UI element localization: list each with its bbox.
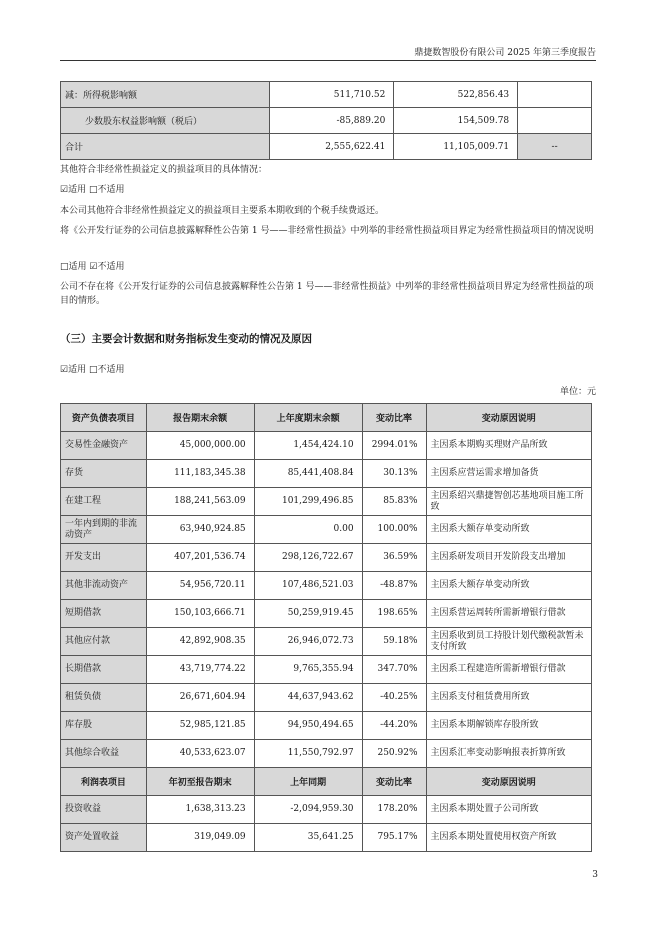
applicable-checkbox-icon: ☑ (60, 365, 69, 375)
table-row (61, 108, 592, 134)
table-row (61, 516, 592, 544)
prior-value: 50,259,919.45 (254, 600, 362, 628)
prior-value: 94,950,494.65 (254, 712, 362, 740)
column-header: 报告期末余额 (146, 404, 254, 432)
change-ratio: 59.18% (362, 628, 426, 656)
change-ratio: 100.00% (362, 516, 426, 544)
note (518, 82, 592, 108)
period-end-value: 63,940,924.85 (146, 516, 254, 544)
prior-value: 26,946,072.73 (254, 628, 362, 656)
change-ratio: 36.59% (362, 544, 426, 572)
current-value: -85,889.20 (270, 108, 394, 134)
not-applicable-checkbox-icon: □ (88, 365, 98, 375)
item-name: 资产处置收益 (61, 824, 147, 852)
column-header: 变动原因说明 (426, 404, 591, 432)
change-reason: 主因系本期购买理财产品所致 (426, 432, 591, 460)
column-header: 上年度期末余额 (254, 404, 362, 432)
change-reason: 主因系工程建造所需新增银行借款 (426, 656, 591, 684)
change-ratio: -40.25% (362, 684, 426, 712)
item-name: 长期借款 (61, 656, 147, 684)
item-name: 一年内到期的非流动资产 (61, 516, 147, 544)
not-applicable-checkbox-icon: □ (88, 185, 98, 195)
column-header: 资产负债表项目 (61, 404, 147, 432)
table-row (61, 824, 592, 852)
prior-value: 44,637,943.62 (254, 684, 362, 712)
period-end-value: 54,956,720.11 (146, 572, 254, 600)
table-row (61, 432, 592, 460)
period-end-value: 26,671,604.94 (146, 684, 254, 712)
applicable-label: 适用 (68, 262, 87, 272)
item-name: 其他非流动资产 (61, 572, 147, 600)
item-name: 在建工程 (61, 488, 147, 516)
change-ratio: 795.17% (362, 824, 426, 852)
column-header: 变动原因说明 (426, 768, 591, 796)
reclass-heading: 将《公开发行证券的公司信息披露解释性公告第 1 号——非经常性损益》中列举的非经常性损益项目界定为经常性损益项目的情况说明 (60, 226, 594, 236)
change-reason: 主因系应营运需求增加备货 (426, 460, 591, 488)
other-items-text: 本公司其他符合非经常性损益定义的损益项目主要系本期收到的个税手续费返还。 (60, 206, 385, 216)
period-end-value: 43,719,774.22 (146, 656, 254, 684)
period-end-value: 45,000,000.00 (146, 432, 254, 460)
item-name: 交易性金融资产 (61, 432, 147, 460)
change-reason: 主因系汇率变动影响报表折算所致 (426, 740, 591, 768)
change-reason: 主因系本期处置使用权资产所致 (426, 824, 591, 852)
table-row (61, 600, 592, 628)
change-ratio: 347.70% (362, 656, 426, 684)
page-header: 鼎捷数智股份有限公司 2025 年第三季度报告 (60, 46, 596, 61)
prior-value: 35,641.25 (254, 824, 362, 852)
table-row (61, 628, 592, 656)
ytd-value: 11,105,009.71 (394, 134, 518, 160)
table-row (61, 544, 592, 572)
item-name: 其他应付款 (61, 628, 147, 656)
change-ratio: 178.20% (362, 796, 426, 824)
prior-value: -2,094,959.30 (254, 796, 362, 824)
not-applicable-label: 不适用 (97, 185, 125, 195)
row-label: 减：所得税影响额 (61, 82, 270, 108)
table-row (61, 740, 592, 768)
current-value: 2,555,622.41 (270, 134, 394, 160)
change-reason: 主因系本期处置子公司所致 (426, 796, 591, 824)
table-row (61, 572, 592, 600)
prior-value: 107,486,521.03 (254, 572, 362, 600)
prior-value: 101,299,496.85 (254, 488, 362, 516)
changes-table (60, 403, 592, 852)
not-applicable-label: 不适用 (97, 365, 125, 375)
item-name: 开发支出 (61, 544, 147, 572)
row-label: 少数股东权益影响额（税后） (61, 108, 270, 134)
prior-value: 298,126,722.67 (254, 544, 362, 572)
period-end-value: 319,049.09 (146, 824, 254, 852)
table-row (61, 656, 592, 684)
table-row (61, 712, 592, 740)
change-ratio: -48.87% (362, 572, 426, 600)
non-recurring-table (60, 81, 592, 160)
change-reason: 主因系支付租赁费用所致 (426, 684, 591, 712)
table-row (61, 684, 592, 712)
period-end-value: 1,638,313.23 (146, 796, 254, 824)
item-name: 库存股 (61, 712, 147, 740)
ytd-value: 154,509.78 (394, 108, 518, 134)
item-name: 投资收益 (61, 796, 147, 824)
prior-value: 11,550,792.97 (254, 740, 362, 768)
section-title: （三）主要会计数据和财务指标发生变动的情况及原因 (60, 333, 312, 345)
change-reason: 主因系绍兴鼎捷智创芯基地项目施工所致 (426, 488, 591, 516)
change-reason: 主因系营运周转所需新增银行借款 (426, 600, 591, 628)
table-row (61, 796, 592, 824)
row-label: 合计 (61, 134, 270, 160)
change-ratio: 2994.01% (362, 432, 426, 460)
prior-value: 1,454,424.10 (254, 432, 362, 460)
period-end-value: 188,241,563.09 (146, 488, 254, 516)
reclass-text: 公司不存在将《公开发行证券的公司信息披露解释性公告第 1 号——非经常性损益》中列举的非经常性损益项目界定为经常性损益的项目的情形。 (60, 282, 594, 306)
prior-value: 9,765,355.94 (254, 656, 362, 684)
unit-label: 单位：元 (559, 387, 596, 397)
change-ratio: 198.65% (362, 600, 426, 628)
change-reason: 主因系大额存单变动所致 (426, 516, 591, 544)
item-name: 其他综合收益 (61, 740, 147, 768)
prior-value: 85,441,408.84 (254, 460, 362, 488)
applicable-label: 适用 (68, 185, 87, 195)
table-row (61, 488, 592, 516)
prior-value: 0.00 (254, 516, 362, 544)
section-checkboxes (60, 363, 596, 377)
applicable-checkbox-icon: ☑ (60, 185, 69, 195)
table-row (61, 134, 592, 160)
table-row (61, 460, 592, 488)
note (518, 108, 592, 134)
table-row (61, 82, 592, 108)
change-ratio: 85.83% (362, 488, 426, 516)
item-name: 存货 (61, 460, 147, 488)
reclass-checkboxes (60, 260, 596, 274)
period-end-value: 150,103,666.71 (146, 600, 254, 628)
period-end-value: 42,892,908.35 (146, 628, 254, 656)
change-reason: 主因系大额存单变动所致 (426, 572, 591, 600)
period-end-value: 111,183,345.38 (146, 460, 254, 488)
period-end-value: 407,201,536.74 (146, 544, 254, 572)
not-applicable-checkbox-icon: ☑ (89, 262, 98, 272)
period-end-value: 52,985,121.85 (146, 712, 254, 740)
column-header: 利润表项目 (61, 768, 147, 796)
change-ratio: 30.13% (362, 460, 426, 488)
ytd-value: 522,856.43 (394, 82, 518, 108)
change-reason: 主因系研发项目开发阶段支出增加 (426, 544, 591, 572)
other-items-heading: 其他符合非经常性损益定义的损益项目的具体情况： (60, 165, 268, 175)
not-applicable-label: 不适用 (97, 262, 125, 272)
change-ratio: -44.20% (362, 712, 426, 740)
balance-sheet-header-row (61, 404, 592, 432)
current-value: 511,710.52 (270, 82, 394, 108)
note: -- (518, 134, 592, 160)
column-header: 变动比率 (362, 768, 426, 796)
change-ratio: 250.92% (362, 740, 426, 768)
page-number: 3 (592, 870, 598, 880)
period-end-value: 40,533,623.07 (146, 740, 254, 768)
applicable-label: 适用 (68, 365, 87, 375)
column-header: 上年同期 (254, 768, 362, 796)
other-items-checkboxes (60, 183, 596, 197)
item-name: 短期借款 (61, 600, 147, 628)
change-reason: 主因系收到员工持股计划代缴税款暂未支付所致 (426, 628, 591, 656)
column-header: 变动比率 (362, 404, 426, 432)
applicable-checkbox-icon: □ (60, 262, 69, 272)
change-reason: 主因系本期解锁库存股所致 (426, 712, 591, 740)
item-name: 租赁负债 (61, 684, 147, 712)
income-statement-header-row (61, 768, 592, 796)
column-header: 年初至报告期末 (146, 768, 254, 796)
